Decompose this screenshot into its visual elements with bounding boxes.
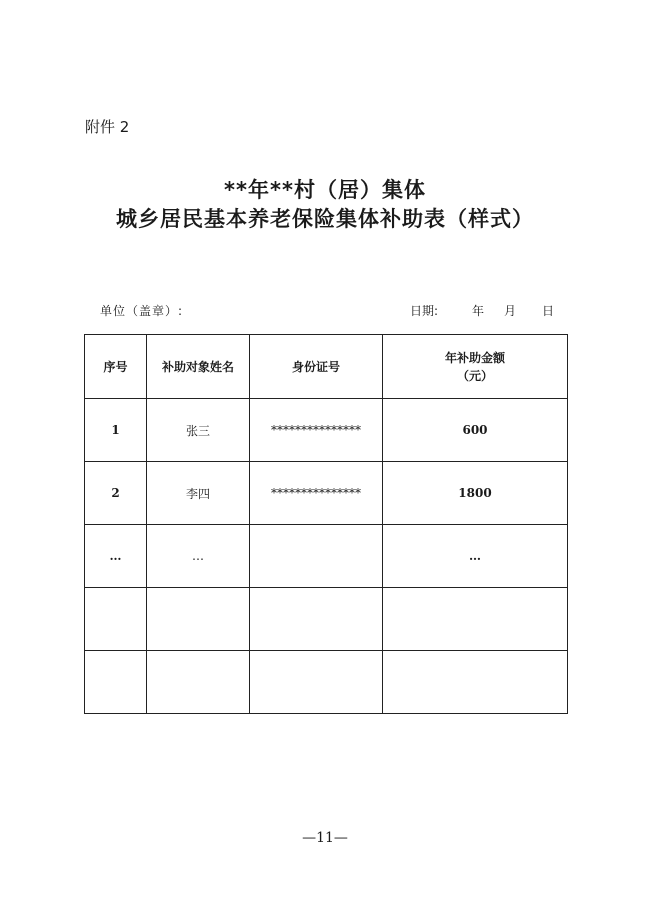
header-amount-line1: 年补助金额 bbox=[444, 350, 505, 365]
cell-name: 李四 bbox=[147, 462, 250, 525]
page-number: —11— bbox=[302, 830, 348, 846]
cell-index: … bbox=[85, 525, 147, 588]
year-label: 年 bbox=[472, 304, 485, 318]
table-row bbox=[85, 588, 568, 651]
table-row bbox=[85, 525, 568, 588]
day-label: 日 bbox=[542, 304, 555, 318]
cell-name: … bbox=[147, 525, 250, 588]
document-title-line1: **年**村（居）集体 bbox=[224, 178, 426, 202]
cell-name bbox=[147, 588, 250, 651]
cell-amount: 600 bbox=[383, 399, 568, 462]
table-row bbox=[85, 399, 568, 462]
date-field bbox=[410, 302, 554, 319]
unit-seal-label: 单位（盖章）: bbox=[100, 304, 184, 318]
header-id-number: 身份证号 bbox=[250, 335, 383, 399]
document-title-line2: 城乡居民基本养老保险集体补助表（样式） bbox=[116, 207, 534, 231]
cell-amount bbox=[383, 651, 568, 714]
cell-id-number bbox=[250, 588, 383, 651]
header-index: 序号 bbox=[85, 335, 147, 399]
cell-name bbox=[147, 651, 250, 714]
table-header-row bbox=[85, 335, 568, 399]
table-row bbox=[85, 651, 568, 714]
header-name: 补助对象姓名 bbox=[147, 335, 250, 399]
cell-index bbox=[85, 588, 147, 651]
cell-id-number bbox=[250, 651, 383, 714]
header-amount bbox=[383, 335, 568, 399]
cell-id-number: *************** bbox=[250, 399, 383, 462]
header-amount-line2: （元） bbox=[456, 368, 493, 383]
month-label: 月 bbox=[504, 304, 517, 318]
cell-id-number bbox=[250, 525, 383, 588]
date-label: 日期: bbox=[410, 304, 439, 318]
cell-index bbox=[85, 651, 147, 714]
attachment-label: 附件 2 bbox=[85, 118, 130, 136]
cell-id-number: *************** bbox=[250, 462, 383, 525]
cell-index: 1 bbox=[85, 399, 147, 462]
cell-name: 张三 bbox=[147, 399, 250, 462]
cell-amount bbox=[383, 588, 568, 651]
table-row bbox=[85, 462, 568, 525]
cell-amount: … bbox=[383, 525, 568, 588]
cell-amount: 1800 bbox=[383, 462, 568, 525]
cell-index: 2 bbox=[85, 462, 147, 525]
subsidy-table bbox=[84, 334, 568, 714]
